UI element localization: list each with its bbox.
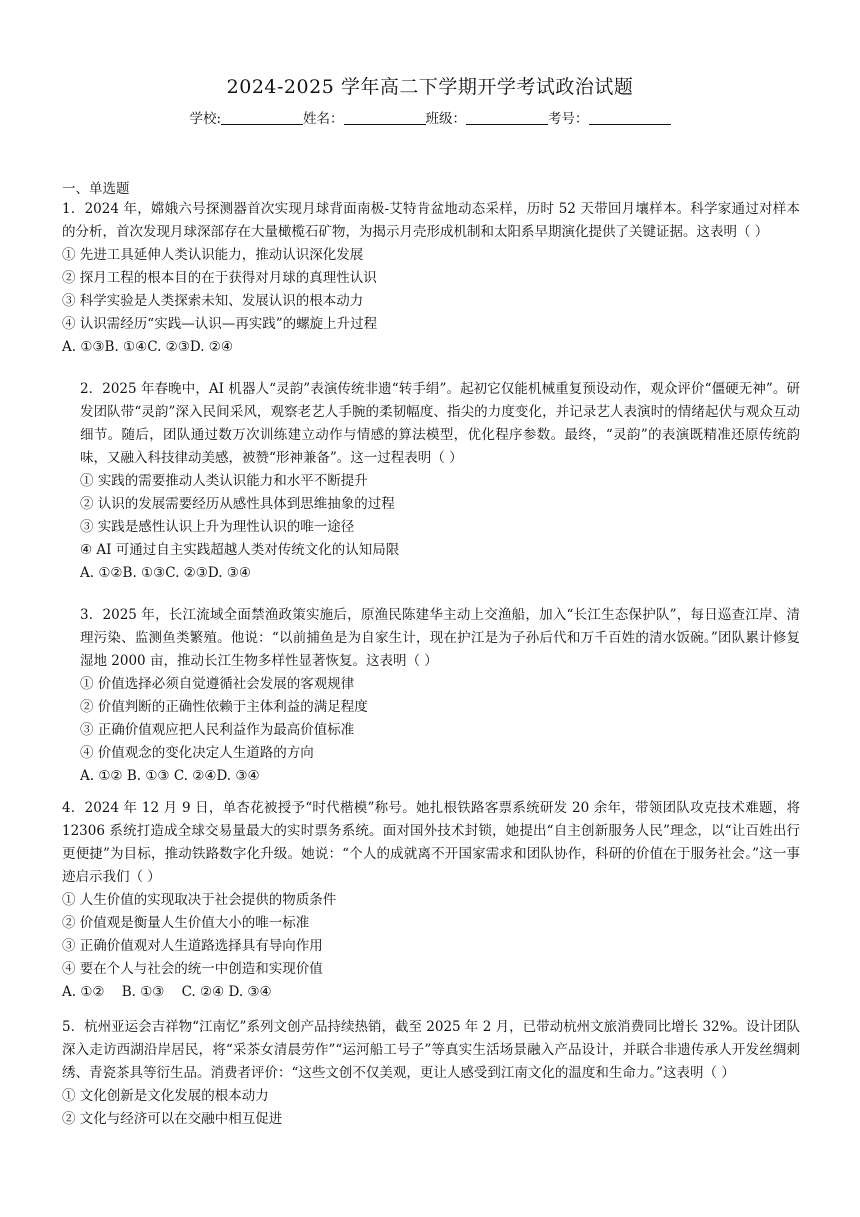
option-3: ③ 科学实验是人类探索未知、发展认识的根本动力 xyxy=(62,293,364,309)
question-stem: 1．2024 年，嫦娥六号探测器首次实现月球背面南极-艾特肯盆地动态采样，历时 52 天带回月壤样本。科学家通过对样本的分析，首次发现月球深部存在大量橄榄石矿物，为揭示月壳形成机制和太阳系早期演化提供了关键证据。这表明（ ） xyxy=(62,201,800,240)
student-info-line xyxy=(0,107,860,127)
option-3: ③ 正确价值观对人生道路选择具有导向作用 xyxy=(62,938,323,954)
answer-choices: A. ①② B. ①③ C. ②④D. ③④ xyxy=(80,768,260,784)
option-2: ② 认识的发展需要经历从感性具体到思维抽象的过程 xyxy=(80,496,395,512)
question-1 xyxy=(62,198,800,359)
answer-choices: A. ①②B. ①③C. ②③D. ③④ xyxy=(80,565,252,581)
option-1: ① 人生价值的实现取决于社会提供的物质条件 xyxy=(62,892,337,908)
option-4: ④ 价值观念的变化决定人生道路的方向 xyxy=(80,745,314,761)
answer-choices: A. ①③B. ①④C. ②③D. ②④ xyxy=(62,339,234,355)
name-label: 姓名： xyxy=(303,111,344,127)
class-blank[interactable] xyxy=(466,110,548,125)
question-3 xyxy=(80,604,800,788)
exam-no-blank[interactable] xyxy=(589,110,671,125)
option-4: ④ 要在个人与社会的统一中创造和实现价值 xyxy=(62,961,323,977)
question-2 xyxy=(80,378,800,585)
question-5 xyxy=(62,1016,800,1131)
school-label: 学校: xyxy=(189,111,222,127)
option-4: ④ AI 可通过自主实践超越人类对传统文化的认知局限 xyxy=(80,542,400,558)
question-4 xyxy=(62,797,800,1004)
question-stem: 2．2025 年春晚中，AI 机器人“灵韵”表演传统非遗“转手绢”。起初它仅能机械重复预设动作，观众评价“僵硬无神”。研发团队带“灵韵”深入民间采风，观察老艺人手腕的柔韧幅度、指尖的力度变化，并记录艺人表演时的情绪起伏与观众互动细节。随后，团队通过数万次训练建立动作与情感的算法模型，优化程序参数。最终，“灵韵”的表演既精准还原传统韵味，又融入科技律动美感，被赞“形神兼备”。这一过程表明（ ） xyxy=(80,381,800,466)
name-blank[interactable] xyxy=(344,110,426,125)
school-blank[interactable] xyxy=(221,110,303,125)
question-stem: 5．杭州亚运会吉祥物“江南忆”系列文创产品持续热销，截至 2025 年 2 月，已带动杭州文旅消费同比增长 32%。设计团队深入走访西湖沿岸居民，将“采茶女清晨劳作”“运河船工号子”等真实生活场景融入产品设计，并联合非遗传承人开发丝绸刺绣、青瓷茶具等衍生品。消费者评价：“这些文创不仅美观，更让人感受到江南文化的温度和生命力。”这表明（ ） xyxy=(62,1019,800,1081)
answer-choices: A. ①② B. ①③ C. ②④ D. ③④ xyxy=(62,984,272,1000)
question-stem: 3．2025 年，长江流域全面禁渔政策实施后，原渔民陈建华主动上交渔船，加入“长江生态保护队”，每日巡查江岸、清理污染、监测鱼类繁殖。他说：“以前捕鱼是为自家生计，现在护江是为子孙后代和万千百姓的清水饭碗。”团队累计修复湿地 2000 亩，推动长江生物多样性显著恢复。这表明（ ） xyxy=(80,607,800,669)
option-1: ① 实践的需要推动人类认识能力和水平不断提升 xyxy=(80,473,368,489)
option-2: ② 文化与经济可以在交融中相互促进 xyxy=(62,1111,283,1127)
option-3: ③ 正确价值观应把人民利益作为最高价值标准 xyxy=(80,722,355,738)
option-1: ① 先进工具延伸人类认识能力，推动认识深化发展 xyxy=(62,247,364,263)
question-stem: 4．2024 年 12 月 9 日，单杏花被授予“时代楷模”称号。她扎根铁路客票系统研发 20 余年，带领团队攻克技术难题，将 12306 系统打造成全球交易量最大的实时票务系统。面对国外技术封锁，她提出“自主创新服务人民”理念，以“让百姓出行更便捷”为目标，推动铁路数字化升级。她说：“个人的成就离不开国家需求和团队协作，科研的价值在于服务社会。”这一事迹启示我们（ ） xyxy=(62,800,800,885)
option-1: ① 价值选择必须自觉遵循社会发展的客观规律 xyxy=(80,676,355,692)
option-2: ② 价值判断的正确性依赖于主体利益的满足程度 xyxy=(80,699,368,715)
option-2: ② 探月工程的根本目的在于获得对月球的真理性认识 xyxy=(62,270,377,286)
section-title: 一、单选题 xyxy=(62,181,130,197)
exam-title: 2024-2025 学年高二下学期开学考试政治试题 xyxy=(226,76,634,98)
class-label: 班级： xyxy=(425,111,467,127)
exam-no-label: 考号： xyxy=(548,111,589,127)
option-4: ④ 认识需经历“实践—认识—再实践”的螺旋上升过程 xyxy=(62,316,378,332)
option-3: ③ 实践是感性认识上升为理性认识的唯一途径 xyxy=(80,519,355,535)
option-1: ① 文化创新是文化发展的根本动力 xyxy=(62,1088,269,1104)
option-2: ② 价值观是衡量人生价值大小的唯一标准 xyxy=(62,915,310,931)
